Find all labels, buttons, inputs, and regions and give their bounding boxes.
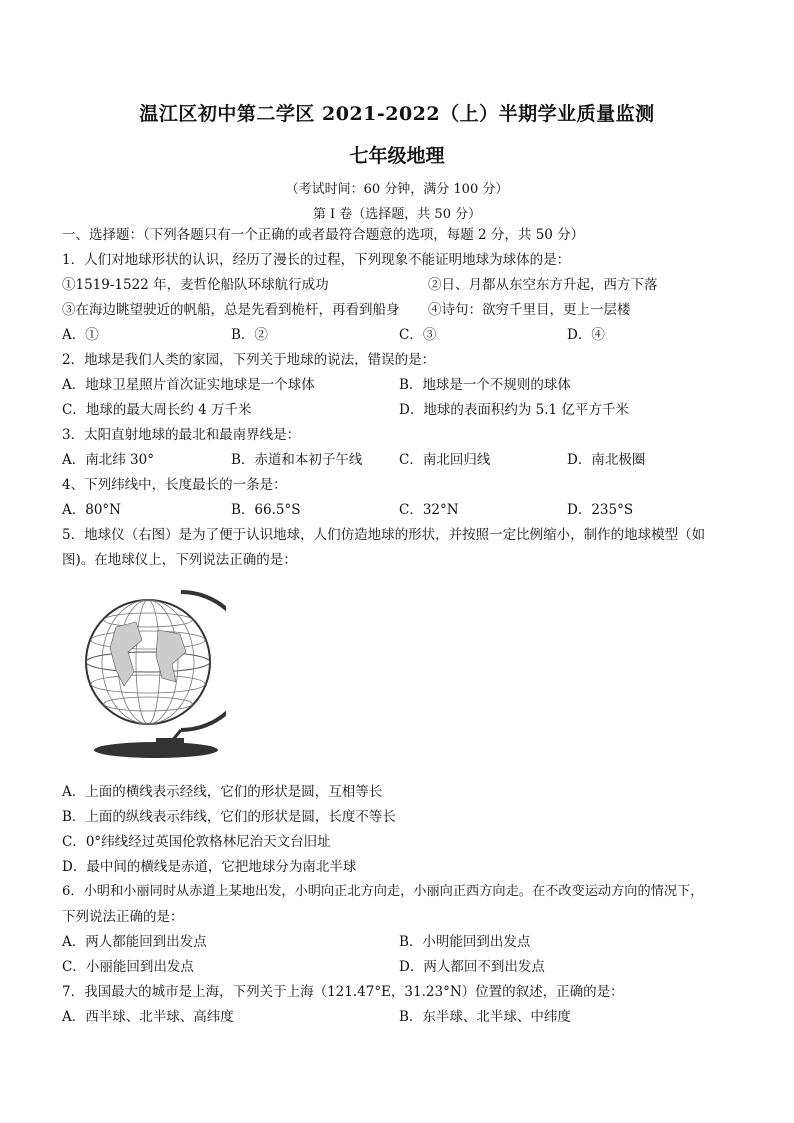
q2-option-c: C．地球的最大周长约 4 万千米 xyxy=(62,402,252,418)
q5-option-c: C．0°纬线经过英国伦敦格林尼治天文台旧址 xyxy=(62,834,331,850)
q1-statement-4: ④诗句：欲穷千里目，更上一层楼 xyxy=(428,302,631,318)
q5-option-d: D．最中间的横线是赤道，它把地球分为南北半球 xyxy=(62,859,357,875)
q3-option-a: A．南北纬 30° xyxy=(62,452,154,468)
q6-option-d: D．两人都回不到出发点 xyxy=(399,959,545,975)
q3-stem: 3．太阳直射地球的最北和最南界线是： xyxy=(62,427,301,443)
q3-option-d: D．南北极圈 xyxy=(567,452,646,468)
exam-subject: 七年级地理 xyxy=(349,145,445,167)
q4-stem: 4、下列纬线中，长度最长的一条是： xyxy=(62,477,287,493)
q3-option-c: C．南北回归线 xyxy=(399,452,491,468)
q1-statement-1: ①1519-1522 年，麦哲伦船队环球航行成功 xyxy=(62,277,329,293)
q1-option-b: B．② xyxy=(231,327,268,343)
q4-option-d: D．235°S xyxy=(567,502,634,518)
q7-stem: 7．我国最大的城市是上海，下列关于上海（121.47°E，31.23°N）位置的叙述，正确的是： xyxy=(62,984,624,1000)
q1-statement-3: ③在海边眺望驶近的帆船，总是先看到桅杆，再看到船身 xyxy=(62,302,400,318)
q5-option-a: A．上面的横线表示经线，它们的形状是圆，互相等长 xyxy=(62,784,383,800)
q6-option-a: A．两人都能回到出发点 xyxy=(62,934,207,950)
q4-option-c: C．32°N xyxy=(399,502,459,518)
q3-option-b: B．赤道和本初子午线 xyxy=(231,452,363,468)
q5-stem-line1: 5．地球仪（右图）是为了便于认识地球，人们仿造地球的形状，并按照一定比例缩小，制作的地球模型（如 xyxy=(62,527,706,543)
q4-option-b: B．66.5°S xyxy=(231,502,301,518)
q7-option-a: A．西半球、北半球、高纬度 xyxy=(62,1009,234,1025)
q6-option-c: C．小丽能回到出发点 xyxy=(62,959,194,975)
q2-stem: 2．地球是我们人类的家园，下列关于地球的说法，错误的是： xyxy=(62,352,436,368)
section-title: 第 I 卷（选择题，共 50 分） xyxy=(312,207,482,222)
instructions: 一、选择题：（下列各题只有一个正确的或者最符合题意的选项，每题 2 分，共 50 分） xyxy=(62,227,585,243)
q6-stem-line1: 6．小明和小丽同时从赤道上某地出发，小明向正北方向走，小丽向正西方向走。在不改变运动方向的情况下， xyxy=(62,884,704,899)
q1-statement-2: ②日、月都从东空东方升起，西方下落 xyxy=(428,277,658,293)
q1-option-d: D．④ xyxy=(567,327,605,343)
q6-stem-line2: 下列说法正确的是： xyxy=(62,909,184,925)
q1-stem: 1．人们对地球形状的认识，经历了漫长的过程，下列现象不能证明地球为球体的是： xyxy=(62,252,571,268)
q1-option-c: C．③ xyxy=(399,327,437,343)
q2-option-a: A．地球卫星照片首次证实地球是一个球体 xyxy=(62,377,315,393)
q4-option-a: A．80°N xyxy=(62,502,121,518)
globe-figure xyxy=(76,582,226,762)
q2-option-b: B．地球是一个不规则的球体 xyxy=(399,377,571,393)
q5-stem-line2: 图)。在地球仪上，下列说法正确的是： xyxy=(62,552,297,568)
exam-title: 温江区初中第二学区 2021-2022（上）半期学业质量监测 xyxy=(139,103,655,125)
q2-option-d: D．地球的表面积约为 5.1 亿平方千米 xyxy=(399,402,629,418)
exam-info: （考试时间：60 分钟，满分 100 分） xyxy=(285,182,509,197)
q6-option-b: B．小明能回到出发点 xyxy=(399,934,531,950)
q1-option-a: A．① xyxy=(62,327,99,343)
q7-option-b: B．东半球、北半球、中纬度 xyxy=(399,1009,571,1025)
q5-option-b: B．上面的纵线表示纬线，它们的形状是圆，长度不等长 xyxy=(62,809,396,825)
